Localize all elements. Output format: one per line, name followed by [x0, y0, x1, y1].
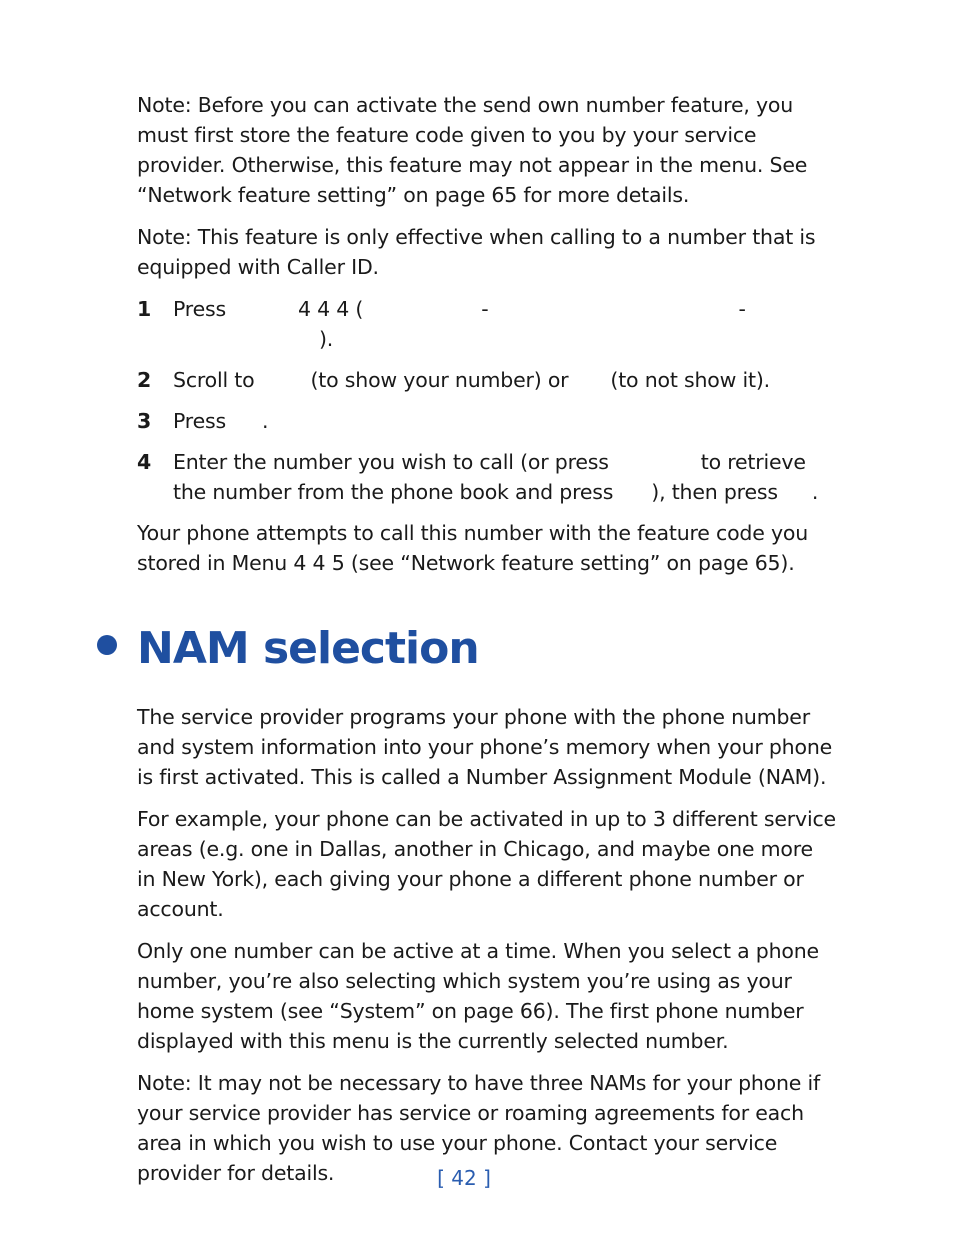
section-title: NAM selection	[137, 623, 479, 674]
step-2	[137, 365, 837, 395]
step-text: to retrieve the number from the phone book and press	[173, 450, 806, 504]
section-paragraph: Only one number can be active at a time. When you select a phone number, you’re also selecting which system you’re using as your home system (see “System” on page 66). The first phone number displayed with this menu is the currently selected number.	[137, 939, 819, 1053]
step-4	[137, 447, 837, 507]
step-text: Enter the number you wish to call (or press	[173, 450, 609, 474]
note-caller-id: Note: This feature is only effective when calling to a number that is equipped with Caller ID.	[137, 225, 816, 279]
step-text: 4 4 4 (	[297, 297, 364, 321]
step-text: ), then press	[651, 480, 778, 504]
page-number: [ 42 ]	[437, 1166, 491, 1190]
step-text: -	[481, 297, 489, 321]
section-paragraph: The service provider programs your phone with the phone number and system information into your phone’s memory when your phone is first activated. This is called a Number Assignment Module (NAM).	[137, 705, 833, 789]
step-text: .	[811, 480, 819, 504]
step-number: 4	[137, 450, 152, 474]
step-text: (to show your number) or	[310, 368, 569, 392]
note-send-own-number: Note: Before you can activate the send own number feature, you must first store the feature code given to you by your service provider. Otherwise, this feature may not appear in the menu. See “Network feature setting” on page 65 for more details.	[137, 93, 808, 207]
step-text: (to not show it).	[610, 368, 770, 392]
page-content	[137, 90, 837, 1200]
step-text: ).	[319, 327, 334, 351]
step-number: 2	[137, 368, 152, 392]
step-number: 1	[137, 297, 152, 321]
step-text: Press	[173, 297, 226, 321]
step-1	[137, 294, 837, 354]
section-paragraph: For example, your phone can be activated in up to 3 different service areas (e.g. one in Dallas, another in Chicago, and maybe one more in New York), each giving your phone a different phone number or account.	[137, 807, 836, 921]
result-paragraph: Your phone attempts to call this number with the feature code you stored in Menu 4 4 5 (see “Network feature setting” on page 65).	[137, 521, 809, 575]
step-text: .	[261, 409, 269, 433]
bullet-icon	[97, 635, 117, 655]
step-text: Press	[173, 409, 226, 433]
step-text: -	[738, 297, 746, 321]
step-3	[137, 406, 837, 436]
section-heading	[137, 621, 837, 677]
section-paragraph: Note: It may not be necessary to have three NAMs for your phone if your service provider has service or roaming agreements for each area in which you wish to use your phone. Contact your service provider for details.	[137, 1071, 821, 1185]
step-text: Scroll to	[173, 368, 255, 392]
step-number: 3	[137, 409, 152, 433]
